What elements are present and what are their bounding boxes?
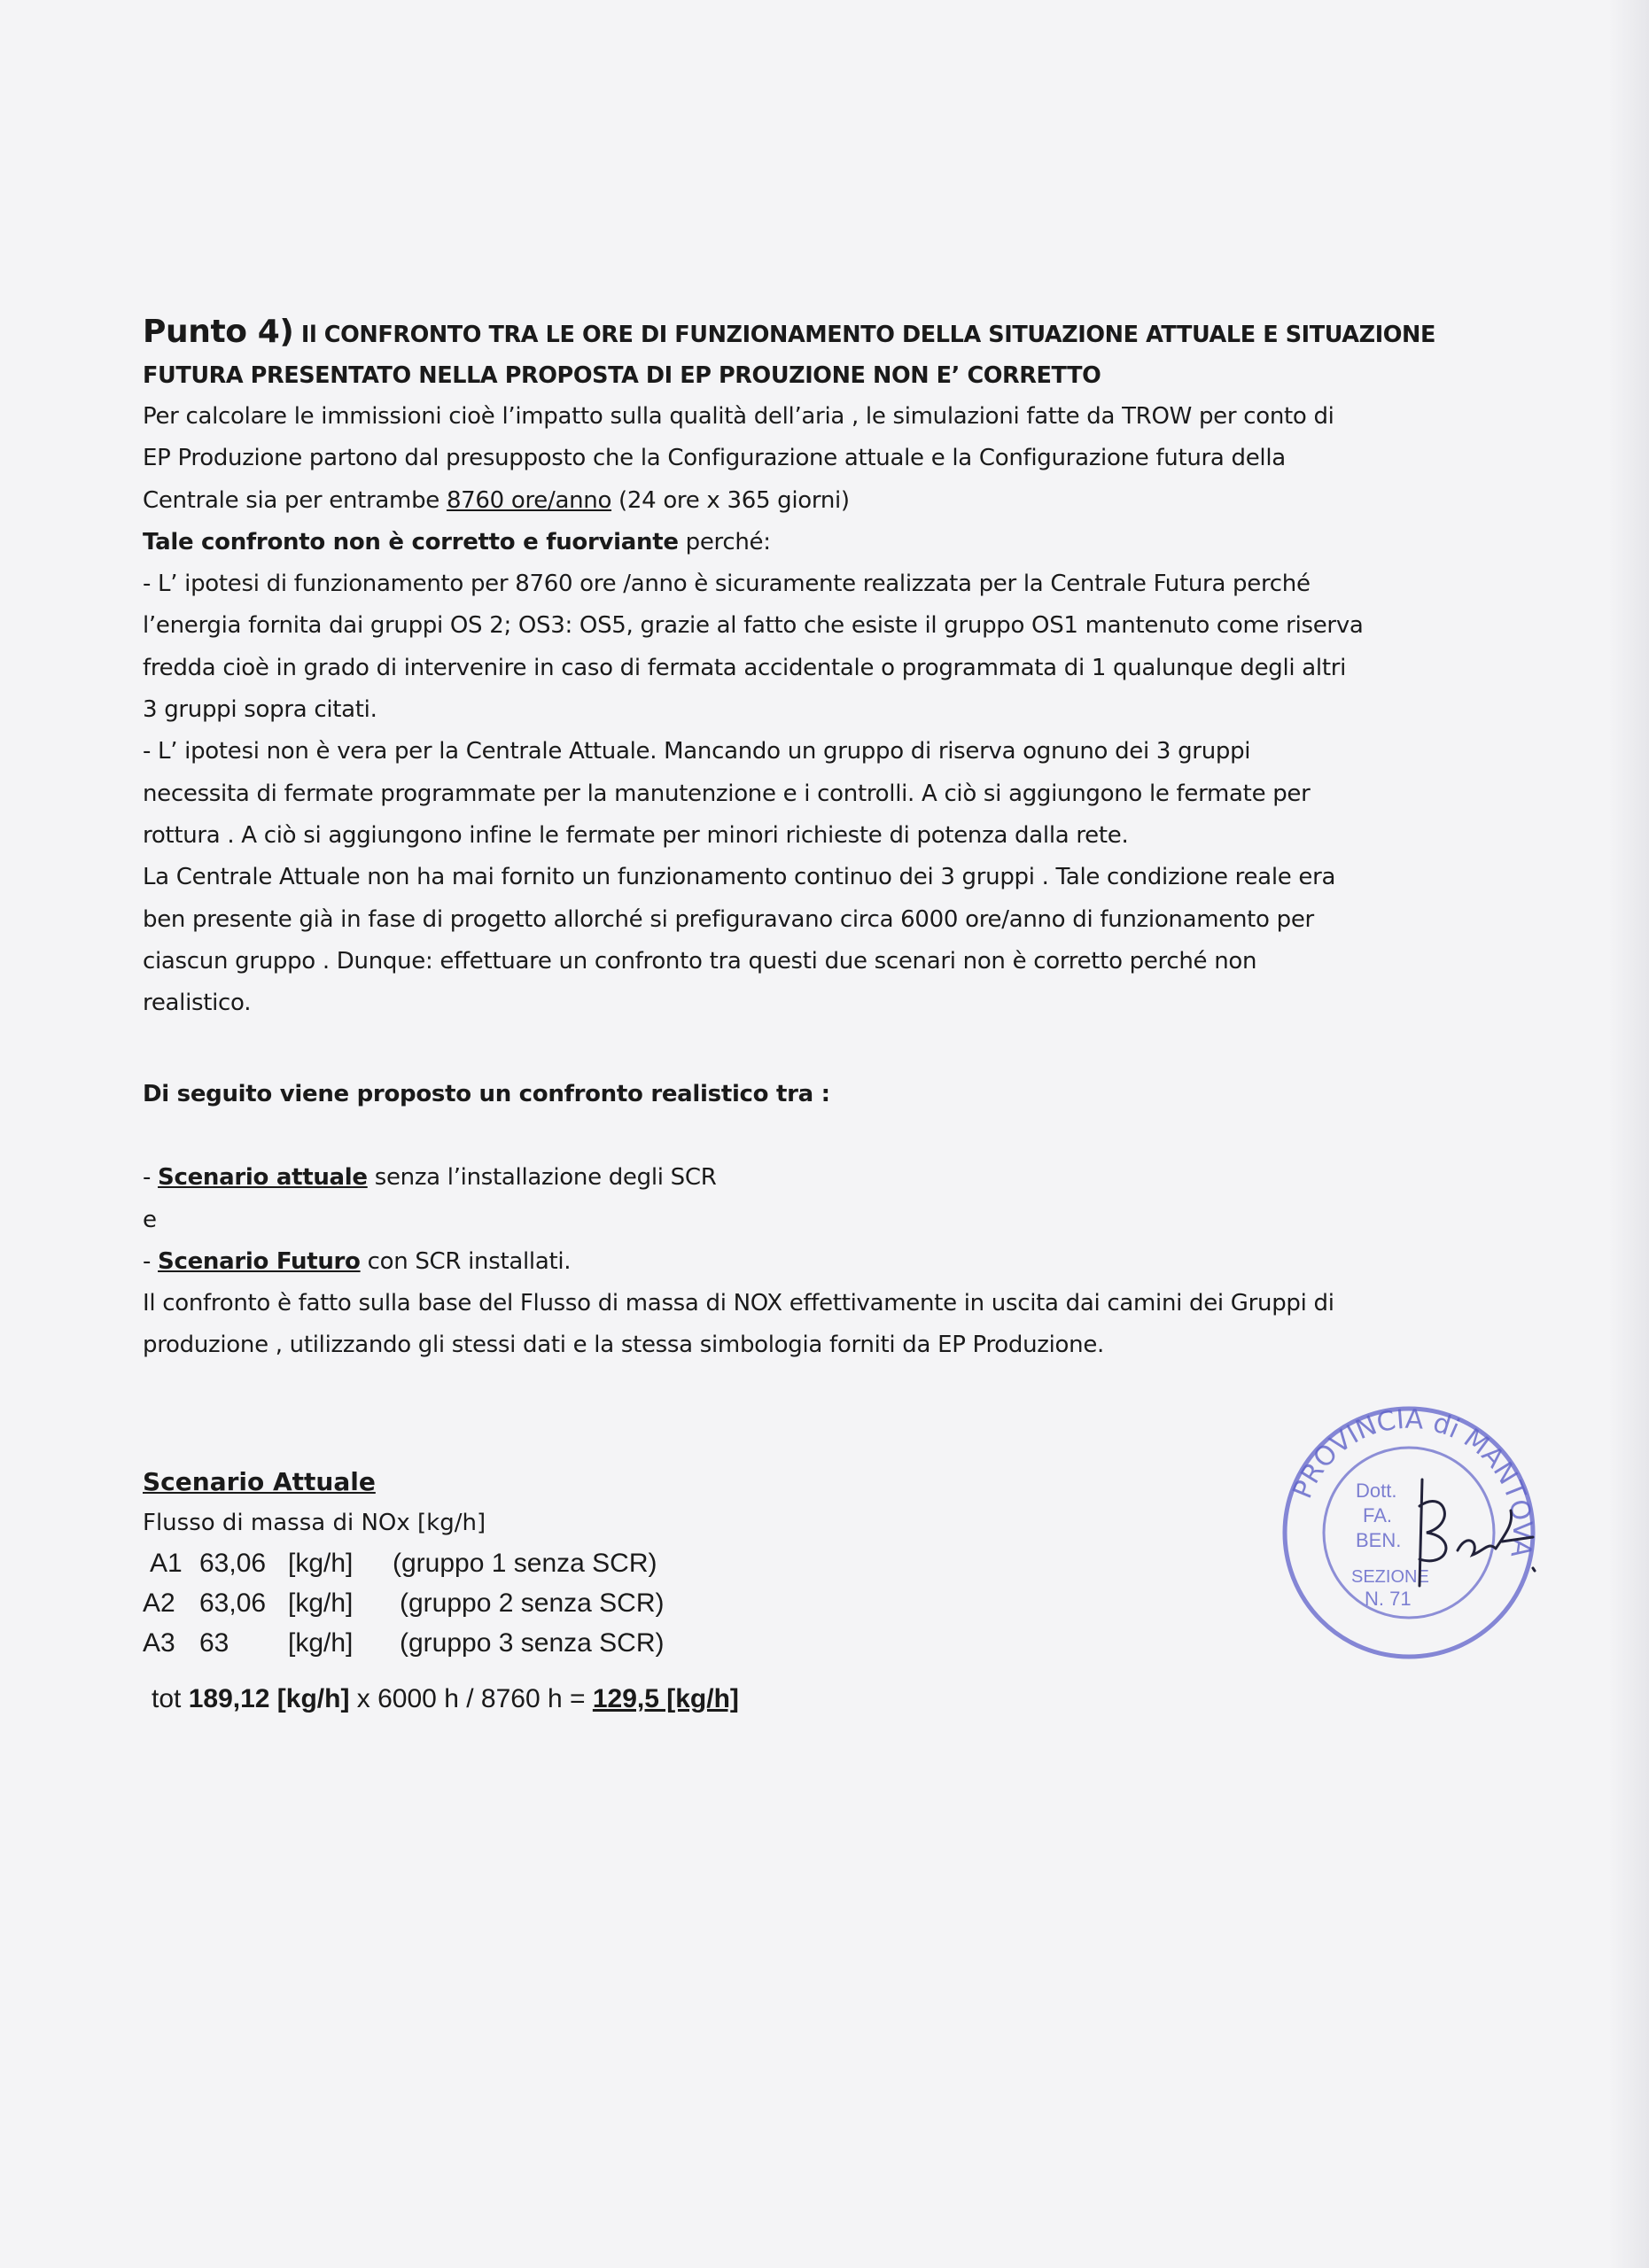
item2-dash: - [143, 1247, 159, 1275]
item1-rest: senza l’installazione degli SCR [367, 1164, 717, 1192]
para3-line2: l’energia fornita dai gruppi OS 2; OS3: OS5, grazie al fatto che esiste il gruppo OS1 mantenuto come riserva [143, 612, 1364, 640]
row-unit: [kg/h] [288, 1628, 354, 1658]
calc-row [143, 1543, 1117, 1583]
row-note: (gruppo 2 senza SCR) [400, 1588, 665, 1618]
para4-line3: rottura . A ciò si aggiungono infine le fermate per minori richieste di potenza dalla rete. [143, 821, 1129, 849]
stamp-inner-2: FA. [1363, 1504, 1393, 1526]
row-value: 63,06 [199, 1549, 267, 1578]
para3-line4: 3 gruppi sopra citati. [143, 696, 377, 724]
page-edge-shadow [1608, 0, 1649, 2268]
row-id: A3 [143, 1628, 175, 1658]
scenario-attuale-block [143, 1462, 1117, 1714]
heading-line-1: Il CONFRONTO TRA LE ORE DI FUNZIONAMENTO DELLA SITUAZIONE ATTUALE E SITUAZIONE [293, 322, 1436, 348]
para5-line1: La Centrale Attuale non ha mai fornito un funzionamento continuo dei 3 gruppi . Tale condizione reale era [143, 864, 1336, 891]
para5-line2: ben presente già in fase di progetto allorché si prefiguravano circa 6000 ore/anno di funzionamento per [143, 905, 1314, 933]
section-heading [143, 312, 1472, 396]
row-note: (gruppo 1 senza SCR) [393, 1549, 657, 1578]
stamp-inner-1: Dott. [1356, 1480, 1397, 1502]
scenario-item-future [143, 1241, 1472, 1283]
scenario-title: Scenario Attuale [143, 1467, 376, 1496]
conjunction: e [143, 1206, 157, 1233]
item2-rest: con SCR installati. [360, 1247, 572, 1275]
total-value: 189,12 [kg/h] [188, 1684, 350, 1713]
heading-line-2: FUTURA PRESENTATO NELLA PROPOSTA DI EP PROUZIONE NON E’ CORRETTO [143, 362, 1101, 389]
total-calculation [152, 1684, 1117, 1714]
total-result: 129,5 [kg/h] [592, 1684, 739, 1713]
row-value: 63 [199, 1628, 229, 1658]
stamp-ring-text: PROVINCIA di MANTOVA [1287, 1403, 1538, 1560]
para2-bold: Tale confronto non è corretto e fuorviante [143, 528, 679, 555]
para2-rest: perché: [678, 528, 771, 555]
scenario-item-current [143, 1157, 1472, 1199]
calc-row [143, 1623, 1117, 1663]
official-stamp [1267, 1391, 1551, 1674]
para1-line3-pre: Centrale sia per entrambe [143, 486, 447, 514]
comparison-basis-line1: Il confronto è fatto sulla base del Flusso di massa di NOX effettivamente in uscita dai camini dei Gruppi di [143, 1290, 1334, 1317]
main-text [143, 312, 1472, 1024]
row-unit: [kg/h] [288, 1549, 354, 1578]
stamp-inner-5: N. 71 [1365, 1588, 1412, 1610]
comparison-intro [143, 1074, 1472, 1367]
calc-row [143, 1583, 1117, 1623]
row-id: A2 [143, 1588, 175, 1618]
heading-point-number: Punto 4) [143, 314, 294, 350]
row-id: A1 [150, 1549, 183, 1578]
para5-line3: ciascun gruppo . Dunque: effettuare un confronto tra questi due scenari non è corretto perché non [143, 947, 1257, 975]
row-note: (gruppo 3 senza SCR) [400, 1628, 665, 1658]
item1-title: Scenario attuale [158, 1164, 368, 1192]
para1-line3-post: (24 ore x 365 giorni) [611, 486, 850, 514]
item1-dash: - [143, 1164, 159, 1192]
para1-line1: Per calcolare le immissioni cioè l’impatto sulla qualità dell’aria , le simulazioni fatte da TROW per conto di [143, 403, 1334, 430]
para4-line2: necessita di fermate programmate per la manutenzione e i controlli. A ciò si aggiungono le fermate per [143, 780, 1311, 807]
row-value: 63,06 [199, 1588, 267, 1618]
stamp-inner-4: SEZIONE [1351, 1567, 1429, 1587]
para2 [143, 522, 1472, 563]
total-label: tot [152, 1684, 189, 1713]
body-paragraphs [143, 396, 1472, 1024]
item2-title: Scenario Futuro [158, 1247, 361, 1275]
para1-hours-underlined: 8760 ore/anno [446, 486, 612, 514]
total-formula: x 6000 h / 8760 h = [349, 1684, 593, 1713]
para5-line4: realistico. [143, 990, 252, 1017]
row-unit: [kg/h] [288, 1588, 354, 1618]
para1-line3 [143, 480, 1472, 522]
comparison-basis-line2: produzione , utilizzando gli stessi dati e la stessa simbologia forniti da EP Produzione. [143, 1332, 1105, 1359]
para3-line3: fredda cioè in grado di intervenire in caso di fermata accidentale o programmata di 1 qualunque degli altri [143, 654, 1347, 681]
stamp-inner-3: BEN. [1356, 1529, 1402, 1551]
scenario-subtitle: Flusso di massa di NOx [kg/h] [143, 1510, 486, 1536]
para4-line1: - L’ ipotesi non è vera per la Centrale Attuale. Mancando un gruppo di riserva ognuno dei 3 gruppi [143, 738, 1251, 765]
comparison-intro-heading: Di seguito viene proposto un confronto realistico tra : [143, 1081, 830, 1107]
para1-line2: EP Produzione partono dal presupposto che la Configurazione attuale e la Configurazione futura della [143, 445, 1286, 472]
para3-line1: - L’ ipotesi di funzionamento per 8760 ore /anno è sicuramente realizzata per la Centrale Futura perché [143, 571, 1311, 598]
